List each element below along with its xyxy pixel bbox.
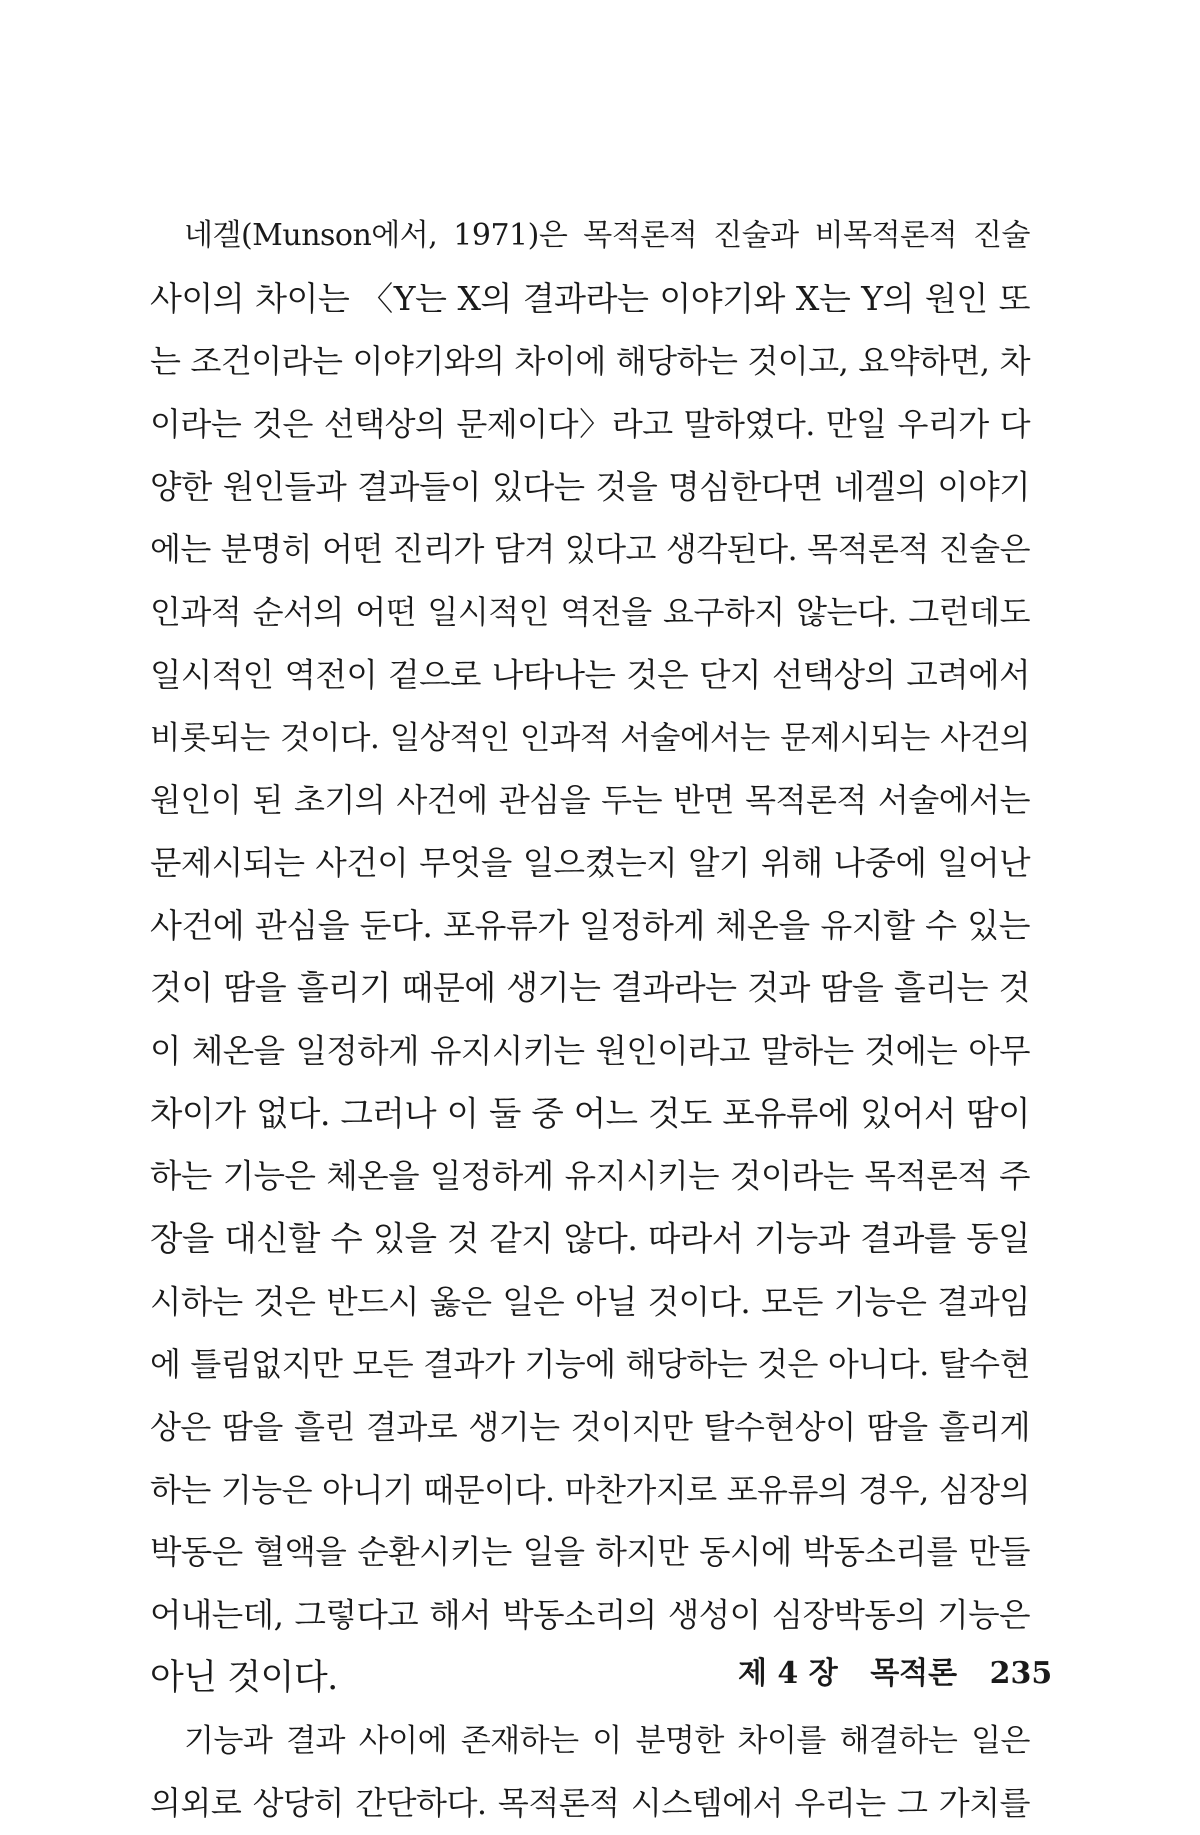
page-number: 235	[989, 1656, 1053, 1691]
text-line: 하는 기능은 아니기 때문이다. 마찬가지로 포유류의 경우, 심장의	[150, 1470, 1030, 1509]
text-line: 인과적 순서의 어떤 일시적인 역전을 요구하지 않는다. 그런데도	[150, 593, 1030, 632]
body-text	[150, 205, 1030, 1835]
text-line: 어내는데, 그렇다고 해서 박동소리의 생성이 심장박동의 기능은	[150, 1596, 1030, 1635]
text-line: 장을 대신할 수 있을 것 같지 않다. 따라서 기능과 결과를 동일	[150, 1219, 1030, 1258]
page-footer	[738, 1654, 1052, 1694]
text-line: 기능과 결과 사이에 존재하는 이 분명한 차이를 해결하는 일은	[184, 1722, 1030, 1759]
text-line: 차이가 없다. 그러나 이 둘 중 어느 것도 포유류에 있어서 땀이	[150, 1093, 1030, 1133]
text-line: 는 조건이라는 이야기와의 차이에 해당하는 것이고, 요약하면, 차	[150, 342, 1030, 381]
chapter-title: 목적론	[870, 1656, 958, 1691]
text-line: 문제시되는 사건이 무엇을 일으켰는지 알기 위해 나중에 일어난	[150, 843, 1030, 882]
text-line: 이라는 것은 선택상의 문제이다〉라고 말하였다. 만일 우리가 다	[150, 405, 1030, 444]
text-line: 의외로 상당히 간단하다. 목적론적 시스템에서 우리는 그 가치를	[150, 1784, 1030, 1823]
text-line: 양한 원인들과 결과들이 있다는 것을 명심한다면 네겔의 이야기	[150, 467, 1030, 506]
text-line: 네겔(Munson에서, 1971)은 목적론적 진술과 비목적론적 진술	[184, 218, 1030, 253]
text-line: 상은 땀을 흘린 결과로 생기는 것이지만 탈수현상이 땀을 흘리게	[150, 1408, 1030, 1447]
text-line-paragraph-end: 아닌 것이다.	[150, 1657, 338, 1698]
text-line: 박동은 혈액을 순환시키는 일을 하지만 동시에 박동소리를 만들	[150, 1533, 1030, 1572]
text-line: 비롯되는 것이다. 일상적인 인과적 서술에서는 문제시되는 사건의	[150, 719, 1030, 756]
text-line: 이 체온을 일정하게 유지시키는 원인이라고 말하는 것에는 아무	[150, 1031, 1030, 1070]
text-line: 원인이 된 초기의 사건에 관심을 두는 반면 목적론적 서술에서는	[150, 781, 1030, 820]
chapter-label: 제 4 장	[738, 1656, 838, 1691]
text-line: 사건에 관심을 둔다. 포유류가 일정하게 체온을 유지할 수 있는	[150, 905, 1030, 945]
text-line: 일시적인 역전이 겉으로 나타나는 것은 단지 선택상의 고려에서	[150, 655, 1030, 694]
text-line: 시하는 것은 반드시 옳은 일은 아닐 것이다. 모든 기능은 결과임	[150, 1282, 1030, 1321]
text-line: 에 틀림없지만 모든 결과가 기능에 해당하는 것은 아니다. 탈수현	[150, 1345, 1030, 1384]
text-line: 에는 분명히 어떤 진리가 담겨 있다고 생각된다. 목적론적 진술은	[150, 530, 1030, 569]
text-line: 것이 땀을 흘리기 때문에 생기는 결과라는 것과 땀을 흘리는 것	[150, 968, 1030, 1008]
text-line: 사이의 차이는 〈Y는 X의 결과라는 이야기와 X는 Y의 원인 또	[150, 278, 1030, 318]
text-line: 하는 기능은 체온을 일정하게 유지시키는 것이라는 목적론적 주	[150, 1157, 1030, 1196]
